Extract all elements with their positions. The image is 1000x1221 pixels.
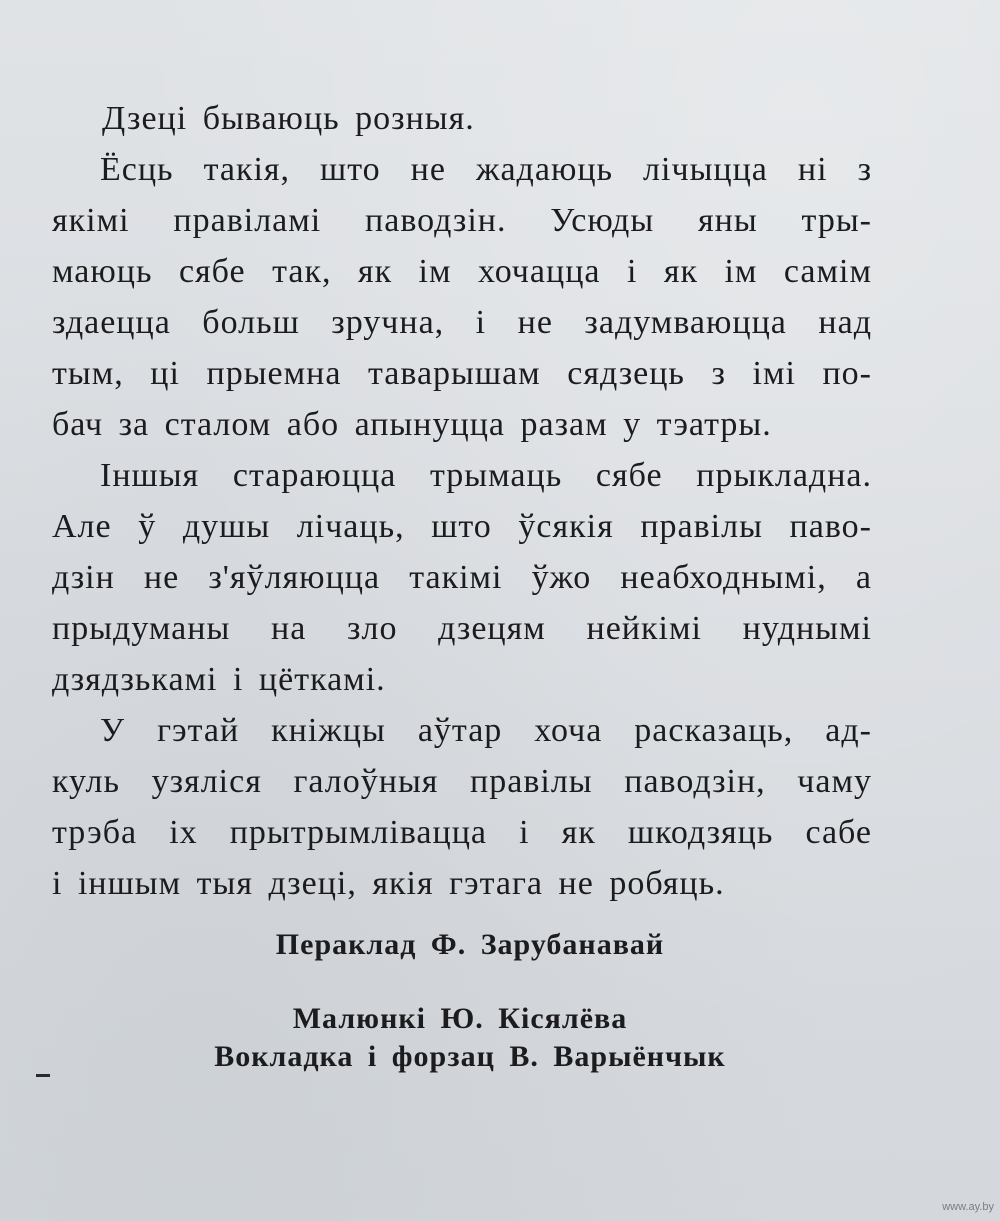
text-line: прыдуманы на зло дзецям нейкiмi нуднымi xyxy=(52,610,872,647)
text-line: куль узялiся галоўныя правiлы паводзiн, чаму xyxy=(52,763,872,800)
text-line: Ёсць такiя, што не жадаюць лiчыцца нi з xyxy=(100,151,872,188)
text-line: Але ў душы лiчаць, што ўсякiя правiлы паво- xyxy=(52,508,872,545)
paragraph xyxy=(52,144,872,450)
cover-credit: Вокладка i форзац В. Варыёнчык xyxy=(214,1040,726,1073)
text-line: Iншыя стараюцца трымаць сябе прыкладна. xyxy=(100,457,872,494)
text-line: дзiн не з'яўляюцца такiмi ўжо неабходнымi, а xyxy=(52,559,872,596)
watermark: www.ay.by xyxy=(942,1201,994,1213)
paragraph xyxy=(52,450,872,705)
text-line: якiмi правiламi паводзiн. Усюды яны тры- xyxy=(52,202,872,239)
translator-credit: Пераклад Ф. Зарубанавай xyxy=(275,928,665,961)
text-line: трэба iх прытрымлiвацца i як шкодзяць сабе xyxy=(52,814,872,851)
text-line: У гэтай кнiжцы аўтар хоча расказаць, ад- xyxy=(100,712,872,749)
text-line: тым, цi прыемна таварышам сядзець з iмi по- xyxy=(52,355,872,392)
text-line: бач за сталом або апынуцца разам у тэатры. xyxy=(52,406,772,443)
text-line: дзядзькамi i цёткамi. xyxy=(52,661,386,698)
body-text xyxy=(52,93,872,909)
text-line: i iншым тыя дзецi, якiя гэтага не робяць. xyxy=(52,865,725,902)
illustrator-credit: Малюнкi Ю. Кiсялёва xyxy=(292,1002,628,1035)
text-line: маюць сябе так, як iм хочацца i як iм самiм xyxy=(52,253,872,290)
paragraph xyxy=(52,705,872,909)
paragraph xyxy=(52,93,872,144)
text-line: Дзецi бываюць розныя. xyxy=(102,100,475,137)
text-line: здаецца больш зручна, i не задумваюцца над xyxy=(52,304,872,341)
print-mark xyxy=(36,1074,50,1077)
